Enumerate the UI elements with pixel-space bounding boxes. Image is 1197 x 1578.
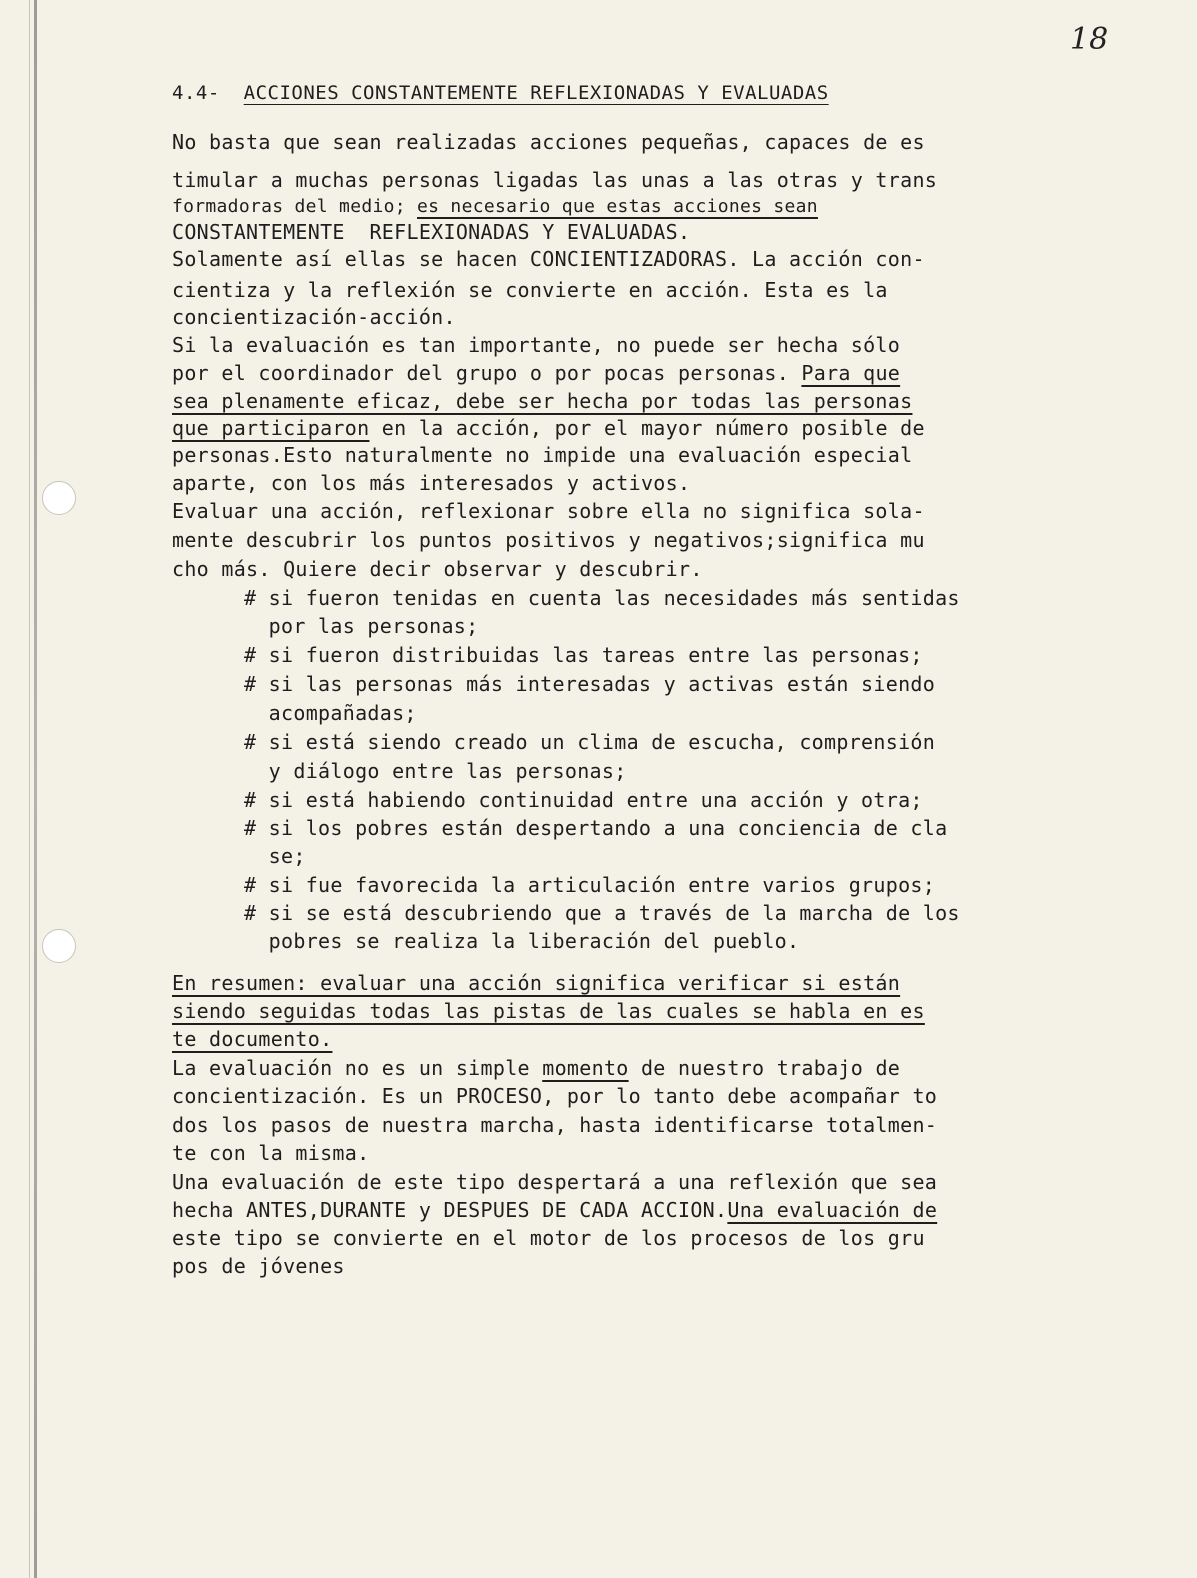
text-line: Si la evaluación es tan importante, no puede ser hecha sólo <box>172 333 901 357</box>
text-line: formadoras del medio; es necesario que estas acciones sean <box>172 196 818 217</box>
list-item: # si se está descubriendo que a través de la marcha de los <box>244 901 960 925</box>
punch-hole <box>42 481 76 515</box>
text-line: mente descubrir los puntos positivos y negativos;significa mu <box>172 528 925 552</box>
list-item: y diálogo entre las personas; <box>244 759 627 783</box>
list-item: por las personas; <box>244 614 479 638</box>
text-line: te con la misma. <box>172 1141 370 1165</box>
text-line: aparte, con los más interesados y activos. <box>172 471 691 495</box>
list-item: # si fue favorecida la articulación entre varios grupos; <box>244 873 936 897</box>
binding-margin-line <box>34 0 37 1578</box>
section-number: 4.4- <box>172 82 220 104</box>
text-line: Una evaluación de este tipo despertará a una reflexión que sea <box>172 1170 938 1194</box>
page-number: 18 <box>1070 22 1109 57</box>
text-line: siendo seguidas todas las pistas de las cuales se habla en es <box>172 999 925 1023</box>
text-line: Evaluar una acción, reflexionar sobre ella no significa sola- <box>172 499 925 523</box>
list-item: acompañadas; <box>244 701 417 725</box>
text-line: te documento. <box>172 1027 333 1051</box>
text-line: No basta que sean realizadas acciones pequeñas, capaces de es <box>172 130 925 154</box>
text-line: dos los pasos de nuestra marcha, hasta identificarse totalmen- <box>172 1113 938 1137</box>
text-line: cho más. Quiere decir observar y descubrir. <box>172 557 703 581</box>
list-item: # si fueron distribuidas las tareas entre las personas; <box>244 643 923 667</box>
text-line: concientización-acción. <box>172 305 456 329</box>
binding-edge <box>29 0 30 1578</box>
text-line: este tipo se convierte en el motor de los procesos de los gru <box>172 1226 925 1250</box>
text-line: personas.Esto naturalmente no impide una evaluación especial <box>172 443 913 467</box>
text-line: sea plenamente eficaz, debe ser hecha por todas las personas <box>172 389 913 413</box>
list-item: pobres se realiza la liberación del pueblo. <box>244 929 800 953</box>
text-line: timular a muchas personas ligadas las unas a las otras y trans <box>172 168 938 192</box>
text-line: concientización. Es un PROCESO, por lo tanto debe acompañar to <box>172 1084 938 1108</box>
text-line: hecha ANTES,DURANTE y DESPUES DE CADA ACCION.Una evaluación de <box>172 1198 938 1222</box>
list-item: se; <box>244 844 306 868</box>
text-line: pos de jóvenes <box>172 1254 345 1278</box>
text-line: cientiza y la reflexión se convierte en acción. Esta es la <box>172 278 888 302</box>
punch-hole <box>42 929 76 963</box>
list-item: # si fueron tenidas en cuenta las necesidades más sentidas <box>244 586 960 610</box>
text-line: CONSTANTEMENTE REFLEXIONADAS Y EVALUADAS. <box>172 220 691 244</box>
list-item: # si está habiendo continuidad entre una acción y otra; <box>244 788 923 812</box>
section-heading <box>172 82 829 104</box>
text-line: En resumen: evaluar una acción significa verificar si están <box>172 971 901 995</box>
list-item: # si está siendo creado un clima de escucha, comprensión <box>244 730 936 754</box>
text-line: La evaluación no es un simple momento de nuestro trabajo de <box>172 1056 901 1080</box>
list-item: # si las personas más interesadas y activas están siendo <box>244 672 936 696</box>
text-line: Solamente así ellas se hacen CONCIENTIZADORAS. La acción con- <box>172 247 925 271</box>
text-line: por el coordinador del grupo o por pocas personas. Para que <box>172 361 901 385</box>
section-title: ACCIONES CONSTANTEMENTE REFLEXIONADAS Y EVALUADAS <box>243 82 829 104</box>
text-line: que participaron en la acción, por el mayor número posible de <box>172 416 925 440</box>
list-item: # si los pobres están despertando a una conciencia de cla <box>244 816 948 840</box>
